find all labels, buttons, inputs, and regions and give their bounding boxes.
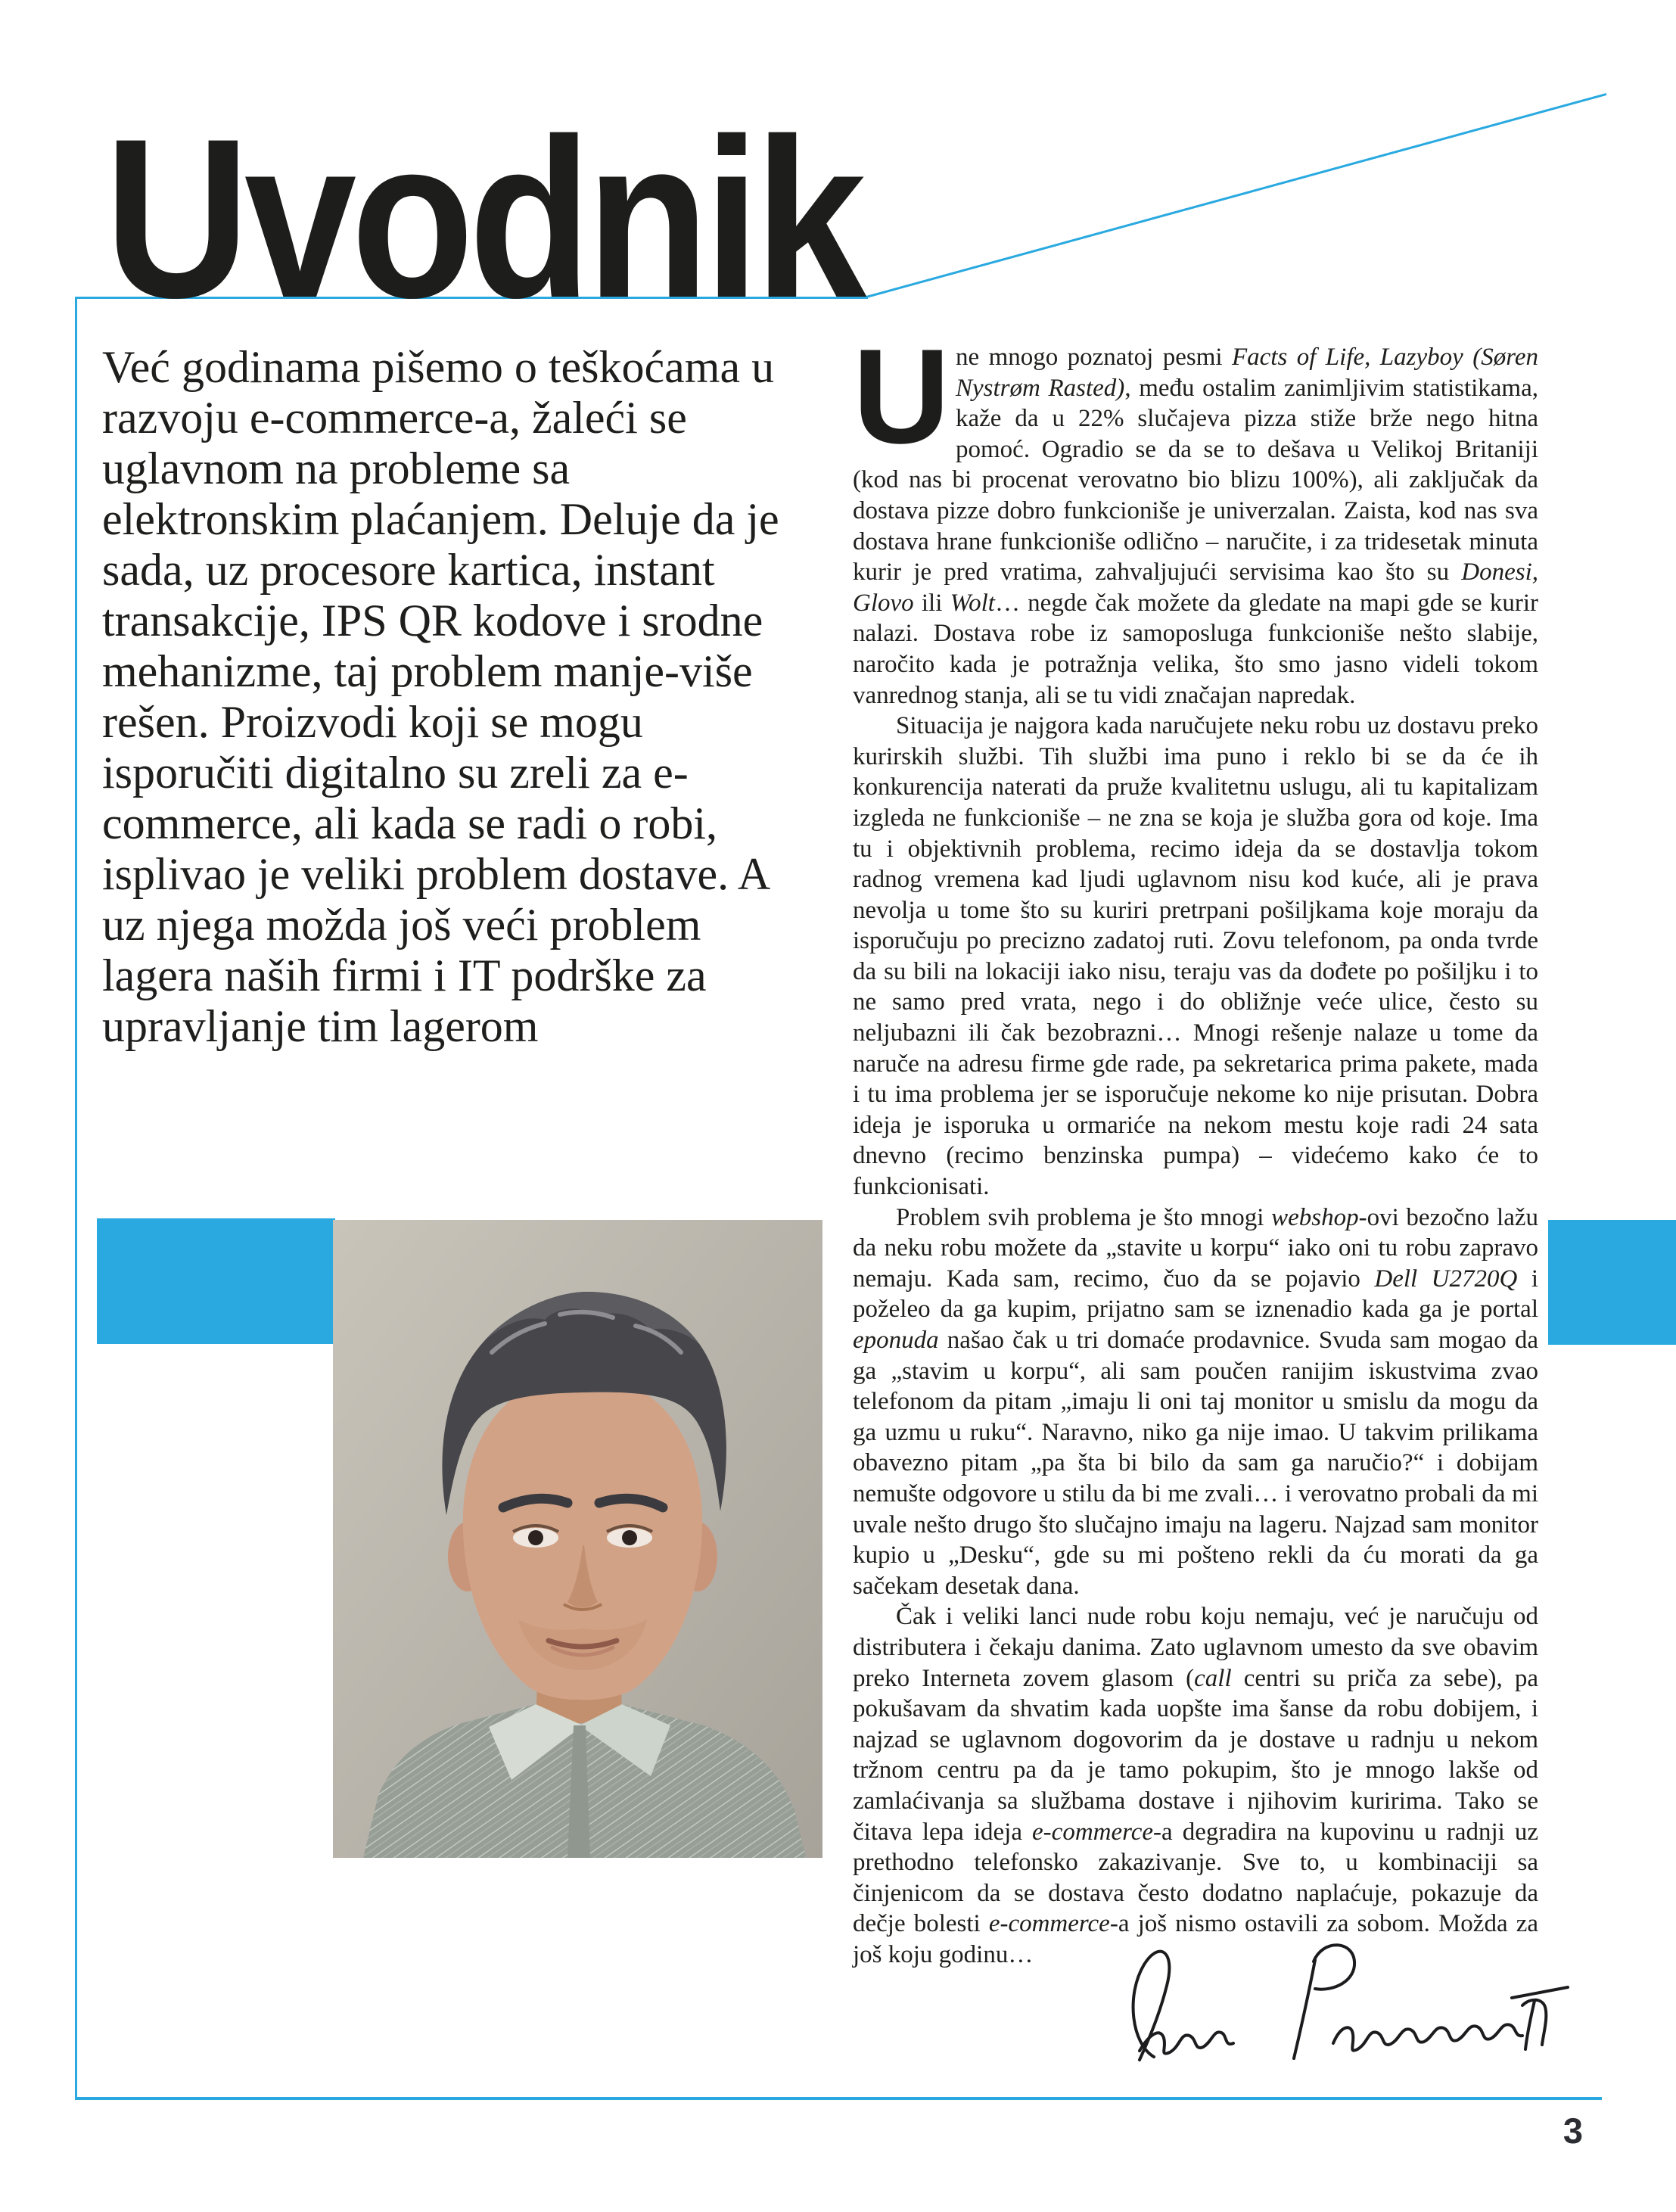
page-title-wrap — [104, 110, 876, 307]
accent-left-block — [97, 1218, 335, 1344]
article-body — [853, 321, 1539, 1970]
intro-deck — [102, 342, 813, 1052]
paragraph-text: ne mnogo poznatoj pesmi Facts of Life, Lazyboy (Søren Nystrøm Rasted), među ostalim zanimljivim statistikama, kaže da u 22% slučajeva pizza stiže brže nego hitna pomoć. Ogradio se da se to dešava u Velikoj Britaniji (kod nas bi procenat verovatno bio blizu 100%), ali zaključak da dostava pizze dobro funkcioniše je univerzalan. Zaista, kod nas sva dostava hrane funkcioniše odlično – naručite, i za tridesetak minuta kurir je pred vratima, zahvaljujući servisima kao što su Donesi, Glovo ili Wolt… negde čak možete da gledate na mapi gde se kurir nalazi. Dostava robe iz samoposluga funkcioniše nešto slabije, naročito kada je potražnja velika, što smo jasno videli tokom vanrednog stanja, ali se tu vidi značajan napredak. — [853, 344, 1539, 709]
page-title: Uvodnik — [104, 110, 868, 307]
accent-vertical-rule — [75, 297, 77, 2099]
article-paragraph: Problem svih problema je što mnogi webshop-ovi bezočno lažu da neku robu možete da „stavite u korpu“ iako oni tu robu zapravo nemaju. Kada sam, recimo, čuo da se pojavio Dell U2720Q i poželeo da ga kupim, prijatno sam se iznenadio kada ga je portal eponuda našao čak u tri domaće prodavnice. Svuda sam mogao da ga „stavim u korpu“, ali sam poučen ranijim iskustvima zvao telefonom da pitam „imaju li oni taj monitor u smislu da mogu da ga uzmu u ruku“. Naravno, niko ga nije imao. U takvim prilikama obavezno pitam „pa šta bi bilo da sam ga naručio?“ i dobijam nemušte odgovore u stilu da bi me zvali… i verovatno probali da mi uvale nešto drugo što slučajno imaju na lageru. Najzad sam monitor kupio u „Desku“, gde su mi pošteno rekli da ću morati da ga sačekam desetak dana. — [853, 1203, 1539, 1600]
signature — [1090, 1928, 1604, 2091]
accent-right-block — [1548, 1220, 1676, 1345]
article-paragraph: Čak i veliki lanci nude robu koju nemaju, već je naručuju od distributera i čekaju danima. Zato uglavnom umesto da sve obavim preko Interneta zovem glasom (call centri su priča za sebe), pa pokušavam da shvatim kada uopšte ima šanse da robu dobijem, i najzad se uglavnom dogovorim da je dostave u radnju u nekom tržnom centru pa da je tamo pokupim, što je mnogo lakše od zamlaćivanja sa službama dostave i njihovim kuririma. Tako se čitava lepa ideja e-commerce-a degradira na kupovinu u radnji uz prethodno telefonsko zakazivanje. Sve to, u kombinaciji sa činjenicom da se dostava često dodatno naplaćuje, pokazuje da dečje bolesti e-commerce-a još nismo ostavili za sobom. Možda za još koju godinu… — [853, 1603, 1539, 1968]
accent-diagonal-rule — [866, 93, 1607, 298]
page-number: 3 — [1563, 2111, 1584, 2151]
article-paragraph: Situacija je najgora kada naručujete neku robu uz dostavu preko kurirskih službi. Tih službi ima puno i reklo bi se da će ih konkurencija naterati da pruže kvalitetnu uslugu, ali tu kapitalizam izgleda ne funkcioniše – ne zna se koja je služba gora od koje. Ima tu i objektivnih problema, recimo ideja da se dostavlja tokom radnog vremena kad ljudi uglavnom nisu kod kuće, ali je prava nevolja u tome što su kuriri pretrpani pošiljkama koje moraju da isporučuju po precizno zadatoj ruti. Zovu telefonom, pa onda tvrde da su bili na lokaciji iako nisu, teraju vas da dođete po pošiljku i to ne samo pred vrata, nego i do obližnje veće ulice, često su neljubazni ili čak bezobrazni… Mnogi rešenje nalaze u tome da naruče na adresu firme gde rade, pa sekretarica prima pakete, mada i tu ima problema jer se isporučuje nekome ko nije prisutan. Dobra ideja je isporuka u ormariće na nekom mestu koje radi 24 sata dnevno (recimo benzinska pumpa) – videćemo kako će to funkcionisati. — [853, 712, 1538, 1201]
drop-cap: U — [853, 321, 942, 471]
author-photo — [333, 1220, 822, 1858]
accent-bottom-rule — [75, 2097, 1602, 2100]
intro-text: Već godinama pišemo o teškoćama u razvoju e-commerce-a, žaleći se uglavnom na probleme sa elektronskim plaćanjem. Deluje da je sada, uz procesore kartica, instant transakcije, IPS QR kodove i srodne mehanizme, taj problem manje-više rešen. Proizvodi koji se mogu isporučiti digitalno su zreli za e-commerce, ali kada se radi o robi, isplivao je veliki problem dostave. A uz njega možda još veći problem lagera naših firmi i IT podrške za upravljanje tim lagerom — [102, 342, 779, 1051]
article-paragraph — [853, 321, 1539, 711]
